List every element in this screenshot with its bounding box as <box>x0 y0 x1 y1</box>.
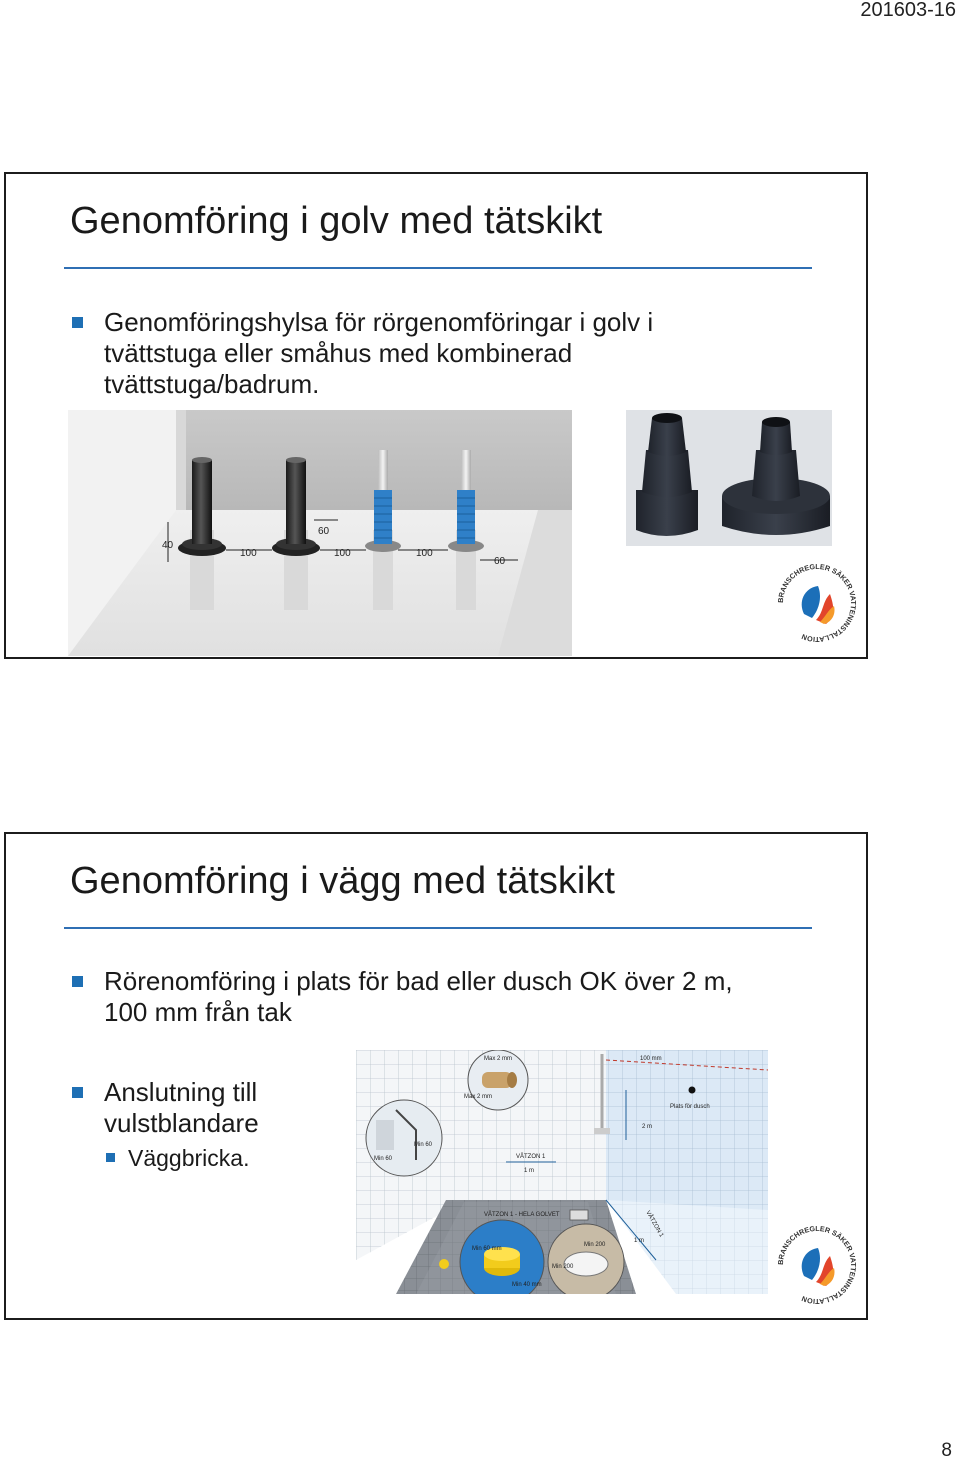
figure-label: Min 200 <box>552 1264 574 1270</box>
bullet-line: tvättstuga/badrum. <box>104 369 320 399</box>
dimension-label: 100 <box>240 548 257 559</box>
slide-floor-penetration <box>4 172 868 659</box>
bullet-line: Anslutning till <box>104 1077 258 1107</box>
bullet-item <box>104 307 653 400</box>
figure-label: Min 200 <box>584 1242 606 1248</box>
figure-label: Max 2 mm <box>484 1056 513 1062</box>
figure-label: VÅTZON 1 <box>516 1154 546 1160</box>
figure-label: 1 m <box>524 1168 535 1174</box>
branschregler-logo <box>776 562 858 644</box>
bullet-item <box>104 1077 259 1139</box>
floor-pipes-illustration <box>68 410 572 656</box>
slide-title: Genomföring i golv med tätskikt <box>70 200 603 242</box>
bullet-line: 100 mm från tak <box>104 997 292 1027</box>
inset-floor-drain <box>548 1224 624 1294</box>
dimension-label: 100 <box>416 548 433 559</box>
page-number: 8 <box>941 1440 952 1461</box>
figure-label: 100 mm <box>640 1056 662 1062</box>
page-date: 201603-16 <box>860 0 956 21</box>
logo-text: BRANSCHREGLER SÄKER VATTENINSTALLATION <box>776 1224 858 1306</box>
figure-label: Min 60 <box>374 1156 393 1162</box>
logo-text: BRANSCHREGLER SÄKER VATTENINSTALLATION <box>776 562 858 644</box>
bullet-line: Rörenomföring i plats för bad eller dusch OK över 2 m, <box>104 966 733 996</box>
slide-wall-penetration <box>4 832 868 1320</box>
figure-label: Min 60 mm <box>472 1246 502 1252</box>
figure-label: Plats för dusch <box>670 1104 710 1110</box>
sub-bullet-item: Väggbricka. <box>128 1145 250 1171</box>
figure-label: 1 m <box>634 1238 645 1244</box>
dimension-label: 60 <box>318 526 330 537</box>
title-rule <box>64 927 812 929</box>
bathroom-wetzone-illustration <box>356 1050 768 1294</box>
dimension-label: 40 <box>162 540 174 551</box>
shower-position-marker <box>689 1087 696 1094</box>
bullet-line: Genomföringshylsa för rörgenomföringar i golv i <box>104 307 654 337</box>
figure-label: 2 m <box>642 1124 653 1130</box>
floor-drain <box>570 1210 588 1220</box>
figure-label: VÅTZON 1 <box>644 1210 665 1239</box>
bullet-line: tvättstuga eller småhus med kombinerad <box>104 338 573 368</box>
branschregler-logo <box>776 1224 858 1306</box>
figure-label: Max 2 mm <box>464 1094 493 1100</box>
inset-wall-bracket <box>366 1100 442 1176</box>
figure-label: Min 60 <box>414 1142 433 1148</box>
bullet-line: vulstblandare <box>104 1108 259 1138</box>
figure-label: Min 40 mm <box>512 1282 542 1288</box>
dimension-label: 100 <box>334 548 351 559</box>
title-rule <box>64 267 812 269</box>
figure-label: VÅTZON 1 - HELA GOLVET <box>484 1212 560 1218</box>
dimension-label: 60 <box>494 556 506 567</box>
bullet-item <box>104 966 733 1028</box>
rubber-sleeves-photo <box>626 410 832 546</box>
slide-title: Genomföring i vägg med tätskikt <box>70 860 615 902</box>
